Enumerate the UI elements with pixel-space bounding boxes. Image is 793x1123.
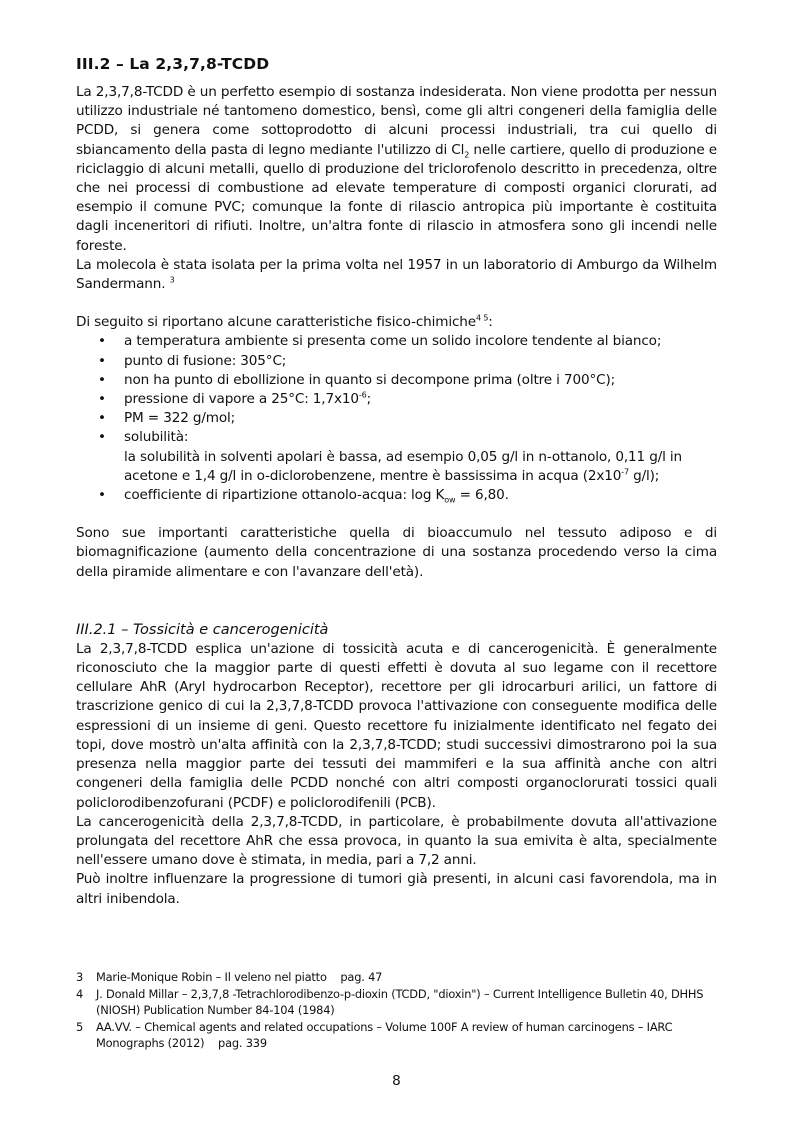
bullet-icon: •	[98, 333, 106, 350]
list-item-text-end: = 6,80.	[455, 487, 509, 504]
footnote-number: 4	[76, 986, 84, 1001]
list-item-text: PM = 322 g/mol;	[124, 410, 236, 427]
properties-lead-end: :	[488, 314, 493, 331]
bullet-icon: •	[98, 352, 106, 369]
properties-lead	[76, 313, 717, 332]
list-item-text: a temperatura ambiente si presenta come un solido incolore tendente al bianco;	[124, 333, 662, 350]
carcinogenicity-paragraph: La cancerogenicità della 2,3,7,8-TCDD, in particolare, è probabilmente dovuta all'attivazione prolungata del recettore AhR che essa provoca, in quanto la sua emivita è alta, specialmente nell'essere umano dove è stimata, in media, pari a 7,2 anni.	[76, 813, 717, 869]
bullet-icon: •	[98, 391, 106, 408]
bullet-icon: •	[98, 487, 106, 504]
footnotes	[76, 969, 717, 1052]
footnote-number: 3	[76, 970, 84, 984]
list-item	[98, 390, 717, 409]
subsection-title: III.2.1 – Tossicità e cancerogenicità	[76, 621, 329, 638]
intro-text-a: La 2,3,7,8-TCDD è un perfetto esempio di sostanza indesiderata. Non viene prodotta per nessun utilizzo industriale né tantomeno domestico, bensì, come gli altri congeneri della famiglia delle PCDD, si genera come sottoprodotto di alcuni processi industriali, tra cui quello di sbiancamento della pasta di legno mediante l'utilizzo di Cl	[76, 84, 717, 158]
footnote	[76, 986, 717, 1019]
list-item	[98, 371, 717, 390]
footnote-text: J. Donald Millar – 2,3,7,8 -Tetrachlorodibenzo-p-dioxin (TCDD, "dioxin") – Current Intelligence Bulletin 40, DHHS (NIOSH) Publication Number 84-104 (1984)	[96, 986, 704, 1018]
solubility-detail-end: g/l);	[628, 467, 660, 484]
list-item	[98, 409, 717, 428]
page-number: 8	[392, 1073, 401, 1089]
exponent: -7	[621, 467, 629, 477]
toxicity-paragraph: La 2,3,7,8-TCDD esplica un'azione di tossicità acuta e di cancerogenicità. È generalmente riconosciuto che la maggior parte di questi effetti è dovuta al suo legame con il recettore cellulare AhR (Aryl hydrocarbon Receptor), recettore per gli idrocarburi arilici, un fattore di trascrizione genico di cui la 2,3,7,8-TCDD provoca l'attivazione con conseguente modifica delle espressioni di un insieme di geni. Questo recettore fu inizialmente identificato nel fegato dei topi, dove mostrò un'alta affinità con la 2,3,7,8-TCDD; studi successivi dimostrarono poi la sua presenza nella maggior parte dei tessuti dei mammiferi e la sua affinità anche con altri congeneri della famiglia delle PCDD nonché con altri composti organoclorurati tossici quali policlorodibenzofurani (PCDF) e policlorodifenili (PCB).	[76, 640, 717, 811]
footnote-ref-4-5: 4 5	[475, 313, 489, 323]
footnote	[76, 1019, 717, 1052]
section-title: III.2 – La 2,3,7,8-TCDD	[76, 55, 270, 73]
footnote-text: Marie-Monique Robin – Il veleno nel piatto pag. 47	[96, 970, 383, 984]
intro-text-b: nelle cartiere, quello di produzione e riciclaggio di alcuni metalli, quello di produzione del triclorofenolo descritto in precedenza, oltre che nei processi di combustione ad elevate temperature di composti organici clorurati, ad esempio il comune PVC; comunque la fonte di rilascio antropica più importante è costituita dagli inceneritori di rifiuti. Inoltre, un'altra fonte di rilascio in atmosfera sono gli incendi nelle foreste.	[76, 141, 717, 254]
list-item	[98, 352, 717, 371]
list-item-text: solubilità:	[124, 429, 189, 446]
list-item-text: pressione di vapore a 25°C: 1,7x10	[124, 391, 359, 408]
footnote-text: AA.VV. – Chemical agents and related occupations – Volume 100F A review of human carcinogens – IARC Monographs (2012) pag. 339	[96, 1019, 676, 1051]
solubility-detail: la solubilità in solventi apolari è bassa, ad esempio 0,05 g/l in n-ottanolo, 0,11 g/l in acetone e 1,4 g/l in o-diclorobenzene, mentre è bassissima in acqua (2x10	[124, 448, 683, 484]
bullet-icon: •	[98, 371, 106, 388]
kow-subscript: ow	[444, 495, 456, 505]
list-item-text-end: ;	[366, 391, 371, 408]
chlorine-subscript: 2	[464, 150, 470, 160]
footnote-number: 5	[76, 1019, 84, 1034]
footnote-ref-3: 3	[169, 275, 175, 285]
footnote	[76, 969, 717, 986]
properties-list	[76, 332, 717, 505]
list-item-text: coefficiente di ripartizione ottanolo-acqua: log K	[124, 487, 445, 504]
properties-lead-text: Di seguito si riportano alcune caratteristiche fisico-chimiche	[76, 314, 476, 331]
list-item-text: non ha punto di ebollizione in quanto si decompone prima (oltre i 700°C);	[124, 371, 616, 388]
list-item	[98, 428, 717, 486]
bioaccumulation-paragraph: Sono sue importanti caratteristiche quella di bioaccumulo nel tessuto adiposo e di biomagnificazione (aumento della concentrazione di una sostanza procedendo verso la cima della piramide alimentare e con l'avanzare dell'età).	[76, 525, 717, 580]
list-item-text: punto di fusione: 305°C;	[124, 352, 287, 369]
intro-paragraph	[76, 83, 717, 256]
tumor-paragraph: Può inoltre influenzare la progressione di tumori già presenti, in alcuni casi favorendola, ma in altri inibendola.	[76, 871, 717, 907]
page-body	[76, 55, 717, 909]
list-item	[98, 486, 717, 505]
bullet-icon: •	[98, 410, 106, 427]
exponent: -6	[358, 390, 367, 400]
list-item	[98, 332, 717, 351]
bullet-icon: •	[98, 429, 106, 446]
isolation-text: La molecola è stata isolata per la prima volta nel 1957 in un laboratorio di Amburgo da Wilhelm Sandermann.	[76, 256, 717, 293]
isolation-paragraph	[76, 256, 717, 294]
